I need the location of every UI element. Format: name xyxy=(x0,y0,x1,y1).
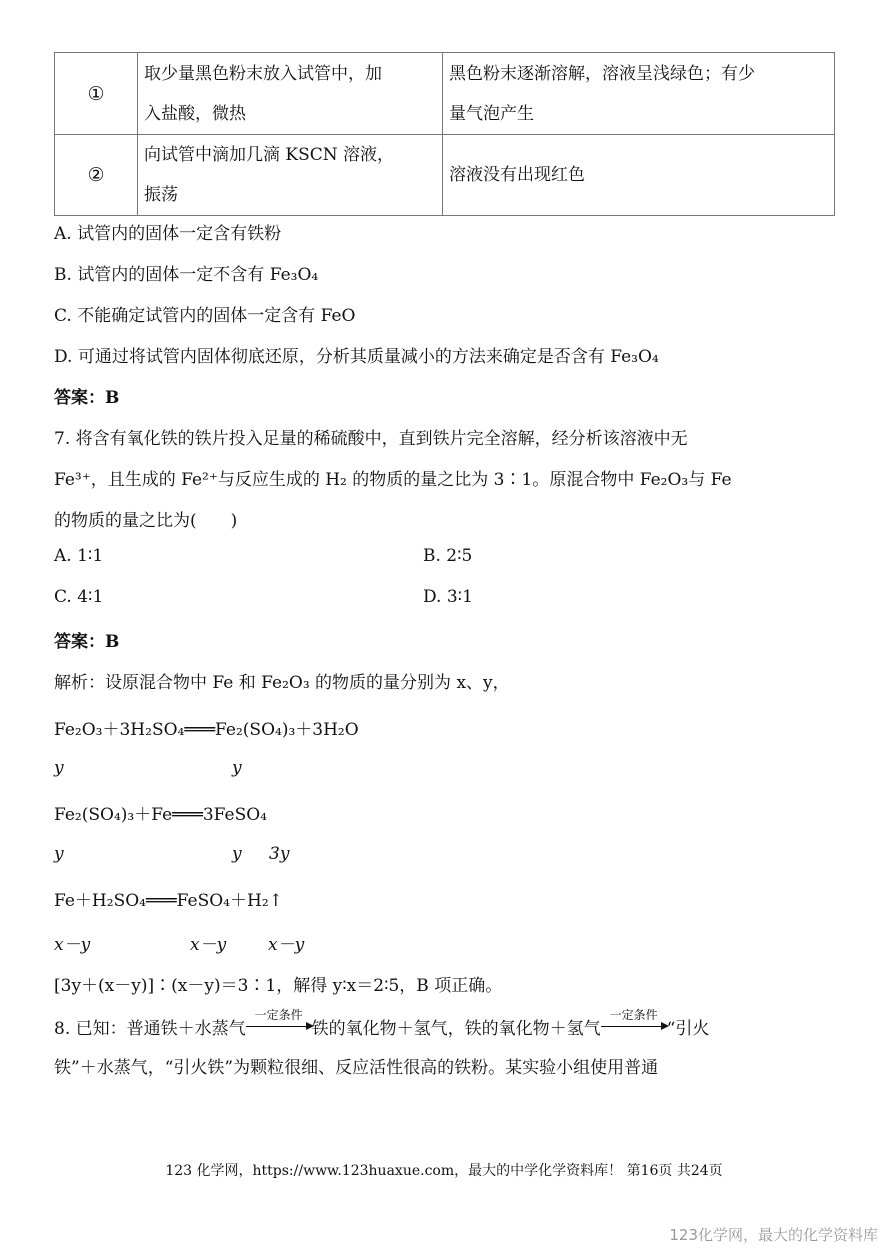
observation-line: 溶液没有出现红色 xyxy=(449,165,585,185)
equation-amount: 3y xyxy=(269,844,290,864)
question-stem-line: 铁”＋水蒸气，“引火铁”为颗粒很细、反应活性很高的铁粉。某实验小组使用普通 xyxy=(54,1058,659,1078)
operation-line: 取少量黑色粉末放入试管中，加 xyxy=(144,63,382,84)
question-stem-line xyxy=(54,1007,710,1040)
option-a: A. 试管内的固体一定含有铁粉 xyxy=(54,224,282,244)
analysis-intro: 解析：设原混合物中 Fe 和 Fe₂O₃ 的物质的量分别为 x、y， xyxy=(54,673,510,693)
equation: Fe＋H₂SO₄═══FeSO₄＋H₂↑ xyxy=(54,891,283,911)
option-d: D. 可通过将试管内固体彻底还原，分析其质量减小的方法来确定是否含有 Fe₃O₄ xyxy=(54,347,659,367)
equation-amount: y xyxy=(54,844,64,864)
condition-arrow xyxy=(601,1007,667,1040)
arrow-icon xyxy=(601,1026,667,1027)
question-stem-line: 的物质的量之比为( ) xyxy=(54,511,238,531)
watermark: 123化学网，最大的化学资料库 xyxy=(669,1226,878,1244)
operation-cell xyxy=(138,53,443,135)
q8-text: 8. 已知：普通铁＋水蒸气 xyxy=(54,1019,246,1039)
operation-cell xyxy=(138,135,443,216)
conclusion: [3y＋(x－y)]∶(x－y)＝3∶1，解得 y∶x＝2∶5，B 项正确。 xyxy=(54,976,503,996)
page-footer: 123 化学网，https://www.123huaxue.com，最大的中学化学资料库！ 第16页 共24页 xyxy=(165,1163,723,1179)
answer: 答案：B xyxy=(54,388,120,408)
condition-arrow xyxy=(246,1007,312,1040)
equation-amount: x－y xyxy=(190,935,227,955)
option-b: B. 2∶5 xyxy=(423,546,473,566)
q8-text: “引火 xyxy=(666,1019,710,1039)
q8-text: 铁的氧化物＋氢气，铁的氧化物＋氢气 xyxy=(311,1019,601,1039)
operation-line: 入盐酸，微热 xyxy=(144,103,246,124)
option-d: D. 3∶1 xyxy=(423,587,473,607)
observation-line: 黑色粉末逐渐溶解，溶液呈浅绿色；有少 xyxy=(449,63,755,84)
question-stem-line: 7. 将含有氧化铁的铁片投入足量的稀硫酸中，直到铁片完全溶解，经分析该溶液中无 xyxy=(54,429,688,449)
equation: Fe₂O₃＋3H₂SO₄═══Fe₂(SO₄)₃＋3H₂O xyxy=(54,720,359,740)
answer: 答案：B xyxy=(54,632,120,652)
row-number: ① xyxy=(55,53,138,135)
condition-label: 一定条件 xyxy=(254,1007,303,1022)
observation-cell xyxy=(443,53,835,135)
equation-amount: x－y xyxy=(268,935,305,955)
option-c: C. 4∶1 xyxy=(54,587,104,607)
condition-label: 一定条件 xyxy=(609,1007,658,1022)
equation-amount: y xyxy=(232,844,242,864)
operation-line: 振荡 xyxy=(144,185,178,205)
equation-amount: y xyxy=(54,758,64,778)
observation-line: 量气泡产生 xyxy=(449,103,534,124)
table-row xyxy=(55,53,835,135)
experiment-table xyxy=(54,52,835,216)
operation-line: 向试管中滴加几滴 KSCN 溶液， xyxy=(144,145,395,165)
question-stem-line: Fe³⁺，且生成的 Fe²⁺与反应生成的 H₂ 的物质的量之比为 3∶1。原混合物中 Fe₂O₃与 Fe xyxy=(54,470,732,490)
observation-cell xyxy=(443,135,835,216)
option-c: C. 不能确定试管内的固体一定含有 FeO xyxy=(54,306,356,326)
equation-amount: x－y xyxy=(54,935,91,955)
arrow-icon xyxy=(246,1026,312,1027)
option-b: B. 试管内的固体一定不含有 Fe₃O₄ xyxy=(54,265,319,285)
equation: Fe₂(SO₄)₃＋Fe═══3FeSO₄ xyxy=(54,805,267,825)
equation-amount: y xyxy=(232,758,242,778)
row-number: ② xyxy=(55,135,138,216)
table-row xyxy=(55,135,835,216)
option-a: A. 1∶1 xyxy=(54,546,104,566)
